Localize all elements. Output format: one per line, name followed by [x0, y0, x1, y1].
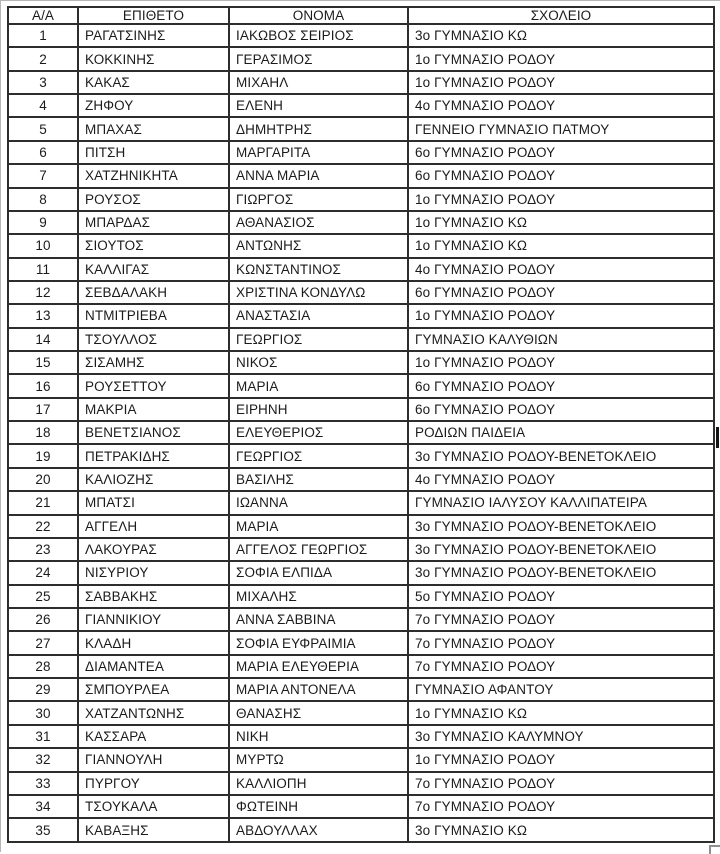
- cell-surname: ΚΑΛΙΟΖΗΣ: [78, 468, 229, 491]
- cell-index: 20: [8, 468, 78, 491]
- table-row: [8, 117, 714, 140]
- cell-surname: ΧΑΤΖΑΝΤΩΝΗΣ: [78, 701, 229, 724]
- cell-firstname: ΓΕΩΡΓΙΟΣ: [229, 328, 408, 351]
- table-row: [8, 281, 714, 304]
- cell-index: 24: [8, 561, 78, 584]
- cell-surname: ΡΑΓΑΤΣΙΝΗΣ: [78, 24, 229, 47]
- cell-school: 1ο ΓΥΜΝΑΣΙΟ ΚΩ: [408, 234, 714, 257]
- table-row: [8, 24, 714, 47]
- table-row: [8, 188, 714, 211]
- cell-surname: ΠΕΤΡΑΚΙΔΗΣ: [78, 444, 229, 467]
- table-row: [8, 234, 714, 257]
- cell-surname: ΛΑΚΟΥΡΑΣ: [78, 538, 229, 561]
- cell-firstname: ΕΙΡΗΝΗ: [229, 398, 408, 421]
- cell-surname: ΤΣΟΥΛΛΟΣ: [78, 328, 229, 351]
- cell-school: 3ο ΓΥΜΝΑΣΙΟ ΚΩ: [408, 24, 714, 47]
- cell-index: 29: [8, 678, 78, 701]
- cell-surname: ΚΑΒΑΞΗΣ: [78, 818, 229, 842]
- cell-firstname: ΙΑΚΩΒΟΣ ΣΕΙΡΙΟΣ: [229, 24, 408, 47]
- cell-firstname: ΓΕΡΑΣΙΜΟΣ: [229, 47, 408, 70]
- cell-surname: ΧΑΤΖΗΝΙΚΗΤΑ: [78, 164, 229, 187]
- cell-index: 11: [8, 258, 78, 281]
- cell-firstname: ΕΛΕΥΘΕΡΙΟΣ: [229, 421, 408, 444]
- cell-firstname: ΣΟΦΙΑ ΕΥΦΡΑΙΜΙΑ: [229, 631, 408, 654]
- cell-surname: ΜΑΚΡΙΑ: [78, 398, 229, 421]
- cell-surname: ΖΗΦΟΥ: [78, 94, 229, 117]
- table-row: [8, 398, 714, 421]
- cell-school: 6ο ΓΥΜΝΑΣΙΟ ΡΟΔΟΥ: [408, 141, 714, 164]
- cell-surname: ΣΕΒΔΑΛΑΚΗ: [78, 281, 229, 304]
- cell-surname: ΑΓΓΕΛΗ: [78, 515, 229, 538]
- students-table: [7, 6, 715, 843]
- cell-surname: ΤΣΟΥΚΑΛΑ: [78, 795, 229, 818]
- table-row: [8, 258, 714, 281]
- cell-school: ΓΥΜΝΑΣΙΟ ΚΑΛΥΘΙΩΝ: [408, 328, 714, 351]
- column-header-surname: ΕΠΙΘΕΤΟ: [78, 7, 229, 24]
- cell-school: 3ο ΓΥΜΝΑΣΙΟ ΡΟΔΟΥ-ΒΕΝΕΤΟΚΛΕΙΟ: [408, 561, 714, 584]
- header-row: [8, 7, 714, 24]
- cell-school: 7ο ΓΥΜΝΑΣΙΟ ΡΟΔΟΥ: [408, 631, 714, 654]
- table-row: [8, 444, 714, 467]
- cell-school: 4ο ΓΥΜΝΑΣΙΟ ΡΟΔΟΥ: [408, 468, 714, 491]
- cell-school: 4ο ΓΥΜΝΑΣΙΟ ΡΟΔΟΥ: [408, 258, 714, 281]
- cell-firstname: ΜΑΡΙΑ: [229, 374, 408, 397]
- page-edge-left: [0, 0, 1, 852]
- cell-surname: ΝΤΜΙΤΡΙΕΒΑ: [78, 304, 229, 327]
- cell-index: 32: [8, 748, 78, 771]
- cell-index: 18: [8, 421, 78, 444]
- cell-school: ΓΥΜΝΑΣΙΟ ΙΑΛΥΣΟΥ ΚΑΛΛΙΠΑΤΕΙΡΑ: [408, 491, 714, 514]
- cell-firstname: ΜΑΡΙΑ ΕΛΕΥΘΕΡΙΑ: [229, 655, 408, 678]
- cell-firstname: ΜΑΡΙΑ: [229, 515, 408, 538]
- cell-firstname: ΣΟΦΙΑ ΕΛΠΙΔΑ: [229, 561, 408, 584]
- cell-index: 17: [8, 398, 78, 421]
- table-row: [8, 608, 714, 631]
- cell-index: 1: [8, 24, 78, 47]
- cell-school: 3ο ΓΥΜΝΑΣΙΟ ΡΟΔΟΥ-ΒΕΝΕΤΟΚΛΕΙΟ: [408, 538, 714, 561]
- cell-index: 14: [8, 328, 78, 351]
- cell-firstname: ΑΝΝΑ ΣΑΒΒΙΝΑ: [229, 608, 408, 631]
- cell-surname: ΚΛΑΔΗ: [78, 631, 229, 654]
- cell-surname: ΜΠΑΡΔΑΣ: [78, 211, 229, 234]
- cell-school: 6ο ΓΥΜΝΑΣΙΟ ΡΟΔΟΥ: [408, 164, 714, 187]
- table-row: [8, 351, 714, 374]
- cell-school: 1ο ΓΥΜΝΑΣΙΟ ΡΟΔΟΥ: [408, 47, 714, 70]
- table-row: [8, 585, 714, 608]
- cell-school: ΡΟΔΙΩΝ ΠΑΙΔΕΙΑ: [408, 421, 714, 444]
- cell-firstname: ΓΙΩΡΓΟΣ: [229, 188, 408, 211]
- table-row: [8, 655, 714, 678]
- cell-index: 13: [8, 304, 78, 327]
- cell-firstname: ΒΑΣΙΛΗΣ: [229, 468, 408, 491]
- cell-surname: ΚΑΛΛΙΓΑΣ: [78, 258, 229, 281]
- cell-index: 7: [8, 164, 78, 187]
- cell-index: 34: [8, 795, 78, 818]
- table-row: [8, 211, 714, 234]
- column-header-school: ΣΧΟΛΕΙΟ: [408, 7, 714, 24]
- cell-firstname: ΑΘΑΝΑΣΙΟΣ: [229, 211, 408, 234]
- table-row: [8, 71, 714, 94]
- cell-firstname: ΑΝΑΣΤΑΣΙΑ: [229, 304, 408, 327]
- cell-firstname: ΜΙΧΑΛΗΣ: [229, 585, 408, 608]
- cell-surname: ΓΙΑΝΝΟΥΛΗ: [78, 748, 229, 771]
- cell-surname: ΜΠΑΤΣΙ: [78, 491, 229, 514]
- cell-firstname: ΕΛΕΝΗ: [229, 94, 408, 117]
- cell-school: 3ο ΓΥΜΝΑΣΙΟ ΚΑΛΥΜΝΟΥ: [408, 725, 714, 748]
- cell-school: 1ο ΓΥΜΝΑΣΙΟ ΡΟΔΟΥ: [408, 351, 714, 374]
- cell-school: 4ο ΓΥΜΝΑΣΙΟ ΡΟΔΟΥ: [408, 94, 714, 117]
- table-body: [8, 24, 714, 842]
- cell-firstname: ΑΝΤΩΝΗΣ: [229, 234, 408, 257]
- table-row: [8, 94, 714, 117]
- table-row: [8, 491, 714, 514]
- cell-index: 19: [8, 444, 78, 467]
- cell-surname: ΚΟΚΚΙΝΗΣ: [78, 47, 229, 70]
- cell-index: 5: [8, 117, 78, 140]
- table-row: [8, 374, 714, 397]
- cell-index: 4: [8, 94, 78, 117]
- table-row: [8, 701, 714, 724]
- cell-school: 6ο ΓΥΜΝΑΣΙΟ ΡΟΔΟΥ: [408, 374, 714, 397]
- column-header-name: ΟΝΟΜΑ: [229, 7, 408, 24]
- cell-school: 1ο ΓΥΜΝΑΣΙΟ ΡΟΔΟΥ: [408, 71, 714, 94]
- page-edge-top: [0, 0, 720, 1]
- cell-school: 7ο ΓΥΜΝΑΣΙΟ ΡΟΔΟΥ: [408, 772, 714, 795]
- cell-surname: ΝΙΣΥΡΙΟΥ: [78, 561, 229, 584]
- cell-firstname: ΜΑΡΓΑΡΙΤΑ: [229, 141, 408, 164]
- cell-index: 2: [8, 47, 78, 70]
- cell-school: ΓΕΝΝΕΙΟ ΓΥΜΝΑΣΙΟ ΠΑΤΜΟΥ: [408, 117, 714, 140]
- cell-firstname: ΓΕΩΡΓΙΟΣ: [229, 444, 408, 467]
- table-row: [8, 561, 714, 584]
- cell-index: 6: [8, 141, 78, 164]
- cell-surname: ΠΙΤΣΗ: [78, 141, 229, 164]
- table-row: [8, 748, 714, 771]
- cell-surname: ΡΟΥΣΕΤΤΟΥ: [78, 374, 229, 397]
- cell-firstname: ΜΑΡΙΑ ΑΝΤΟΝΕΛΑ: [229, 678, 408, 701]
- cell-index: 33: [8, 772, 78, 795]
- cell-school: 1ο ΓΥΜΝΑΣΙΟ ΚΩ: [408, 701, 714, 724]
- table-row: [8, 328, 714, 351]
- cell-index: 10: [8, 234, 78, 257]
- cell-surname: ΔΙΑΜΑΝΤΕΑ: [78, 655, 229, 678]
- cell-school: 3ο ΓΥΜΝΑΣΙΟ ΡΟΔΟΥ-ΒΕΝΕΤΟΚΛΕΙΟ: [408, 515, 714, 538]
- cell-school: 5ο ΓΥΜΝΑΣΙΟ ΡΟΔΟΥ: [408, 585, 714, 608]
- cell-firstname: ΜΙΧΑΗΛ: [229, 71, 408, 94]
- cell-school: 1ο ΓΥΜΝΑΣΙΟ ΚΩ: [408, 211, 714, 234]
- cell-surname: ΡΟΥΣΟΣ: [78, 188, 229, 211]
- table-row: [8, 678, 714, 701]
- table-row: [8, 164, 714, 187]
- table-row: [8, 538, 714, 561]
- cell-school: 7ο ΓΥΜΝΑΣΙΟ ΡΟΔΟΥ: [408, 608, 714, 631]
- cell-firstname: ΑΓΓΕΛΟΣ ΓΕΩΡΓΙΟΣ: [229, 538, 408, 561]
- cell-index: 3: [8, 71, 78, 94]
- table-row: [8, 725, 714, 748]
- table-row: [8, 304, 714, 327]
- cell-firstname: ΧΡΙΣΤΙΝΑ ΚΟΝΔΥΛΩ: [229, 281, 408, 304]
- cell-school: 7ο ΓΥΜΝΑΣΙΟ ΡΟΔΟΥ: [408, 655, 714, 678]
- cell-school: 6ο ΓΥΜΝΑΣΙΟ ΡΟΔΟΥ: [408, 398, 714, 421]
- cell-index: 9: [8, 211, 78, 234]
- cell-firstname: ΝΙΚΗ: [229, 725, 408, 748]
- cell-firstname: ΑΒΔΟΥΛΛΑΧ: [229, 818, 408, 842]
- cell-firstname: ΜΥΡΤΩ: [229, 748, 408, 771]
- cell-school: 3ο ΓΥΜΝΑΣΙΟ ΚΩ: [408, 818, 714, 842]
- cell-firstname: ΘΑΝΑΣΗΣ: [229, 701, 408, 724]
- cell-school: 1ο ΓΥΜΝΑΣΙΟ ΡΟΔΟΥ: [408, 748, 714, 771]
- table-row: [8, 421, 714, 444]
- cell-firstname: ΚΩΝΣΤΑΝΤΙΝΟΣ: [229, 258, 408, 281]
- cell-school: 1ο ΓΥΜΝΑΣΙΟ ΡΟΔΟΥ: [408, 304, 714, 327]
- table-row: [8, 631, 714, 654]
- table-row: [8, 141, 714, 164]
- cell-index: 27: [8, 631, 78, 654]
- cell-index: 28: [8, 655, 78, 678]
- cell-index: 16: [8, 374, 78, 397]
- column-header-index: Α/Α: [8, 7, 78, 24]
- cell-firstname: ΚΑΛΛΙΟΠΗ: [229, 772, 408, 795]
- table-row: [8, 772, 714, 795]
- table-row: [8, 47, 714, 70]
- cell-index: 12: [8, 281, 78, 304]
- table-resize-handle-icon: [709, 845, 720, 854]
- cell-index: 8: [8, 188, 78, 211]
- cell-index: 21: [8, 491, 78, 514]
- cell-firstname: ΦΩΤΕΙΝΗ: [229, 795, 408, 818]
- cell-surname: ΚΑΣΣΑΡΑ: [78, 725, 229, 748]
- cell-index: 22: [8, 515, 78, 538]
- cell-index: 23: [8, 538, 78, 561]
- cell-surname: ΒΕΝΕΤΣΙΑΝΟΣ: [78, 421, 229, 444]
- cell-firstname: ΑΝΝΑ ΜΑΡΙΑ: [229, 164, 408, 187]
- table-row: [8, 818, 714, 842]
- cell-surname: ΣΑΒΒΑΚΗΣ: [78, 585, 229, 608]
- table-row: [8, 515, 714, 538]
- cell-school: 6ο ΓΥΜΝΑΣΙΟ ΡΟΔΟΥ: [408, 281, 714, 304]
- cell-surname: ΚΑΚΑΣ: [78, 71, 229, 94]
- cell-school: 7ο ΓΥΜΝΑΣΙΟ ΡΟΔΟΥ: [408, 795, 714, 818]
- cell-index: 31: [8, 725, 78, 748]
- cell-firstname: ΔΗΜΗΤΡΗΣ: [229, 117, 408, 140]
- cell-index: 26: [8, 608, 78, 631]
- table-row: [8, 795, 714, 818]
- cell-surname: ΣΙΟΥΤΟΣ: [78, 234, 229, 257]
- table-row: [8, 468, 714, 491]
- cell-surname: ΓΙΑΝΝΙΚΙΟΥ: [78, 608, 229, 631]
- cell-index: 35: [8, 818, 78, 842]
- cell-school: 1ο ΓΥΜΝΑΣΙΟ ΡΟΔΟΥ: [408, 188, 714, 211]
- cell-surname: ΠΥΡΓΟΥ: [78, 772, 229, 795]
- cell-index: 30: [8, 701, 78, 724]
- cell-firstname: ΙΩΑΝΝΑ: [229, 491, 408, 514]
- text-cursor: [716, 427, 719, 448]
- cell-surname: ΜΠΑΧΑΣ: [78, 117, 229, 140]
- cell-index: 25: [8, 585, 78, 608]
- cell-surname: ΣΜΠΟΥΡΛΕΑ: [78, 678, 229, 701]
- cell-school: 3ο ΓΥΜΝΑΣΙΟ ΡΟΔΟΥ-ΒΕΝΕΤΟΚΛΕΙΟ: [408, 444, 714, 467]
- cell-school: ΓΥΜΝΑΣΙΟ ΑΦΑΝΤΟΥ: [408, 678, 714, 701]
- cell-firstname: ΝΙΚΟΣ: [229, 351, 408, 374]
- cell-surname: ΣΙΣΑΜΗΣ: [78, 351, 229, 374]
- cell-index: 15: [8, 351, 78, 374]
